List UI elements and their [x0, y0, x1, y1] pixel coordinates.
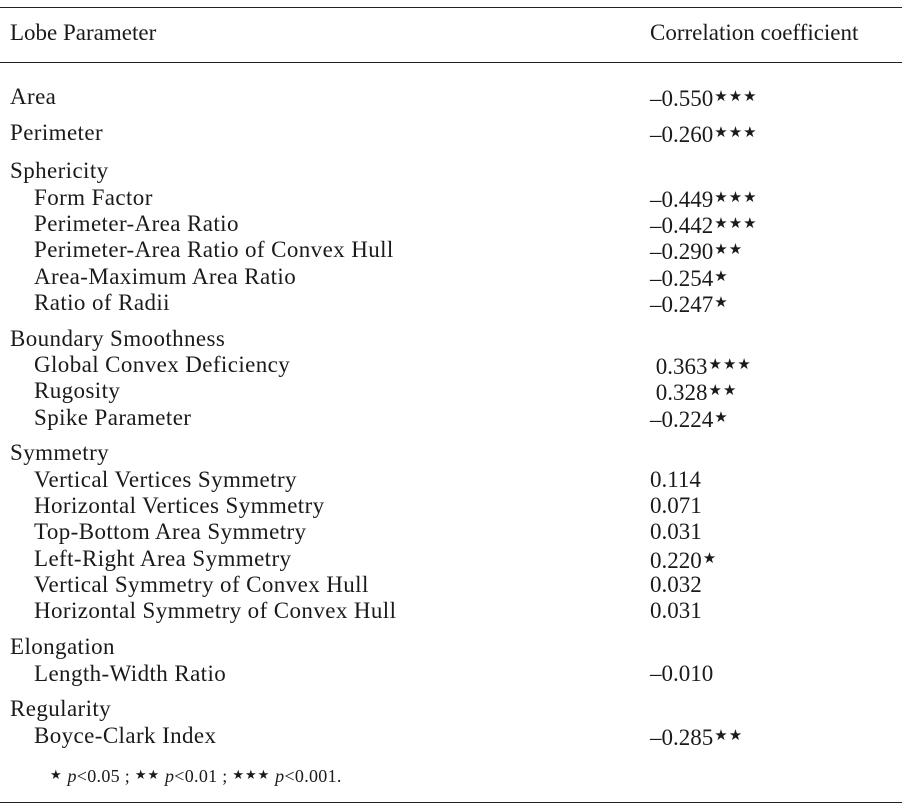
coefficient-value: –0.290 [650, 239, 714, 264]
row-label: Perimeter-Area Ratio [34, 211, 239, 236]
row-label: Global Convex Deficiency [34, 352, 291, 377]
significance-stars: ★ [714, 295, 729, 311]
table-group-heading [0, 326, 902, 352]
table-row [0, 352, 902, 378]
footnote-p-1: p [67, 766, 77, 786]
coefficient-value: 0.031 [650, 598, 702, 623]
coefficient-value: –0.260 [650, 122, 714, 147]
row-coefficient [650, 264, 729, 292]
row-coefficient [650, 723, 743, 751]
coefficient-value: –0.550 [650, 86, 714, 111]
row-coefficient [650, 352, 752, 380]
significance-stars: ★★★ [714, 89, 758, 105]
row-coefficient [650, 211, 758, 239]
header-lobe-parameter: Lobe Parameter [10, 20, 157, 45]
coefficient-value: 0.031 [650, 519, 702, 544]
coefficient-value: –0.010 [650, 661, 714, 686]
row-label: Boundary Smoothness [10, 326, 226, 351]
row-label: Top-Bottom Area Symmetry [34, 519, 307, 544]
row-label: Horizontal Vertices Symmetry [34, 493, 325, 518]
table-row [0, 290, 902, 316]
footnote-p-3: p [275, 766, 285, 786]
table-group-heading [0, 158, 902, 184]
significance-stars: ★★★ [714, 216, 758, 232]
row-coefficient [650, 120, 758, 148]
footnote-star-2: ★★ [134, 767, 161, 782]
row-label: Sphericity [10, 158, 109, 183]
table-row [0, 661, 902, 687]
row-coefficient [650, 546, 717, 574]
coefficient-value: –0.449 [650, 187, 714, 212]
significance-stars: ★ [714, 410, 729, 426]
table-row [0, 211, 902, 237]
coefficient-value: –0.224 [650, 407, 714, 432]
row-label: Boyce-Clark Index [34, 723, 217, 748]
row-label: Area [10, 84, 57, 109]
row-label: Ratio of Radii [34, 290, 170, 315]
row-label: Symmetry [10, 440, 110, 465]
significance-stars: ★★ [714, 242, 744, 258]
row-coefficient [650, 493, 702, 519]
row-coefficient [650, 237, 743, 265]
bottom-rule [0, 802, 902, 803]
table-row [0, 493, 902, 519]
significance-stars: ★ [714, 269, 729, 285]
coefficient-value: 0.363 [650, 354, 708, 379]
row-label: Rugosity [34, 378, 121, 403]
row-coefficient [650, 378, 737, 406]
table-row [0, 185, 902, 211]
row-coefficient [650, 519, 702, 545]
header-rule [0, 62, 902, 63]
row-label: Regularity [10, 696, 112, 721]
row-coefficient [650, 185, 758, 213]
significance-footnote [50, 766, 342, 787]
row-label: Perimeter-Area Ratio of Convex Hull [34, 237, 394, 262]
row-label: Area-Maximum Area Ratio [34, 264, 297, 289]
table-group-heading [0, 696, 902, 722]
footnote-star-3: ★★★ [232, 767, 271, 782]
row-label: Length-Width Ratio [34, 661, 227, 686]
coefficient-value: 0.114 [650, 467, 701, 492]
footnote-star-1: ★ [50, 767, 63, 782]
coefficient-value: 0.328 [650, 380, 708, 405]
table-row [0, 546, 902, 572]
row-coefficient [650, 84, 758, 112]
table-group-heading [0, 440, 902, 466]
table-row [0, 572, 902, 598]
significance-stars: ★★★ [714, 125, 758, 141]
coefficient-value: –0.285 [650, 725, 714, 750]
top-rule [0, 7, 902, 8]
coefficient-value: –0.254 [650, 266, 714, 291]
coefficient-value: 0.032 [650, 572, 702, 597]
footnote-threshold-2: <0.01 ; [174, 766, 233, 786]
row-coefficient [650, 661, 713, 687]
coefficient-value: –0.247 [650, 292, 714, 317]
coefficient-value: 0.071 [650, 493, 702, 518]
table-row [0, 519, 902, 545]
row-label: Spike Parameter [34, 405, 192, 430]
significance-stars: ★★★ [714, 190, 758, 206]
row-label: Perimeter [10, 120, 104, 145]
row-label: Horizontal Symmetry of Convex Hull [34, 598, 397, 623]
table-group-heading [0, 634, 902, 660]
row-label: Vertical Symmetry of Convex Hull [34, 572, 369, 597]
table-row [0, 84, 902, 110]
table-header [0, 20, 902, 52]
row-coefficient [650, 405, 729, 433]
row-coefficient [650, 572, 702, 598]
table-row [0, 264, 902, 290]
table-row [0, 598, 902, 624]
table-row [0, 120, 902, 146]
row-coefficient [650, 598, 702, 624]
table-row [0, 405, 902, 431]
row-coefficient [650, 290, 729, 318]
significance-stars: ★★ [714, 728, 744, 744]
footnote-threshold-3: <0.001. [284, 766, 342, 786]
row-coefficient [650, 467, 701, 493]
significance-stars: ★★★ [708, 357, 752, 373]
significance-stars: ★★ [708, 383, 738, 399]
coefficient-value: 0.220 [650, 548, 702, 573]
row-label: Elongation [10, 634, 115, 659]
row-label: Left-Right Area Symmetry [34, 546, 292, 571]
footnote-p-2: p [164, 766, 175, 786]
header-correlation-coefficient: Correlation coefficient [650, 20, 859, 45]
significance-stars: ★ [702, 551, 718, 567]
coefficient-value: –0.442 [650, 213, 714, 238]
table-row [0, 723, 902, 749]
table-row [0, 467, 902, 493]
row-label: Form Factor [34, 185, 153, 210]
footnote-threshold-1: <0.05 ; [76, 766, 135, 786]
table-row [0, 237, 902, 263]
table-row [0, 378, 902, 404]
row-label: Vertical Vertices Symmetry [34, 467, 297, 492]
